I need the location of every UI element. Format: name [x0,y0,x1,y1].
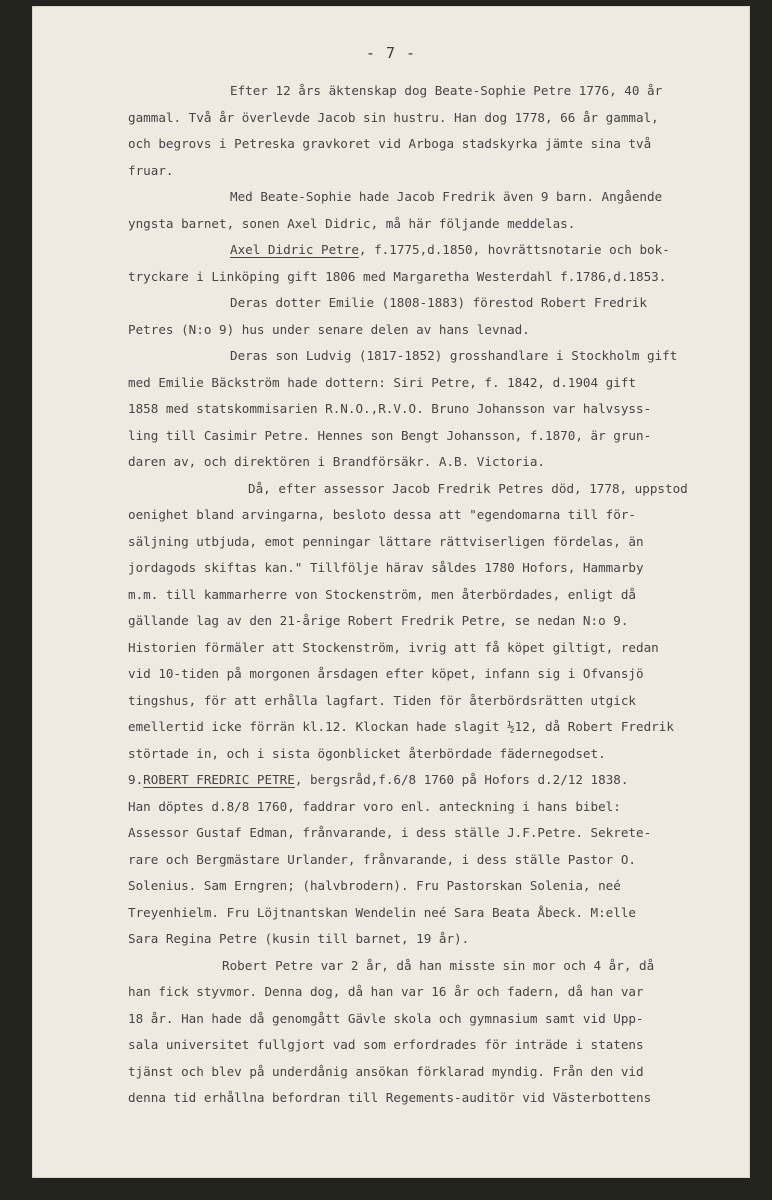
line-prefix: 9. [128,772,144,787]
text-line [128,926,728,953]
line-text: Med Beate-Sophie hade Jacob Fredrik även 9 barn. Angående [230,189,663,204]
text-line [128,158,728,185]
line-text: Petres (N:o 9) hus under senare delen av hans levnad. [128,321,530,337]
text-line [128,317,728,344]
text-line [128,264,728,291]
line-text: Solenius. Sam Erngren; (halvbrodern). Fru Pastorskan Solenia, neé [128,878,621,893]
text-line [128,900,728,927]
line-text: Robert Petre var 2 år, då han misste sin mor och 4 år, då [222,957,655,973]
line-text: med Emilie Bäckström hade dottern: Siri Petre, f. 1842, d.1904 gift [128,374,636,390]
line-text: gällande lag av den 21-årige Robert Fredrik Petre, se nedan N:o 9. [128,613,629,628]
text-line [128,661,728,688]
text-line [128,608,728,635]
text-line [128,529,728,556]
line-text: Efter 12 års äktenskap dog Beate-Sophie Petre 1776, 40 år [230,83,663,98]
line-text: Assessor Gustaf Edman, frånvarande, i dess ställe J.F.Petre. Sekrete- [128,825,652,840]
text-line [128,343,728,370]
line-text: Treyenhielm. Fru Löjtnantskan Wendelin neé Sara Beata Åbeck. M:elle [128,904,636,920]
line-text: fruar. [128,162,174,178]
line-text: , f.1775,d.1850, hovrättsnotarie och bok- [358,242,670,257]
text-line [128,794,728,821]
line-text: störtade in, och i sista ögonblicket återbördade fädernegodset. [128,745,606,761]
line-text: Han döptes d.8/8 1760, faddrar voro enl. anteckning i hans bibel: [128,798,621,814]
line-text: yngsta barnet, sonen Axel Didric, må här följande meddelas. [128,215,576,231]
line-text: tjänst och blev på underdånig ansökan förklarad myndig. Från den vid [128,1063,644,1079]
line-text: Deras son Ludvig (1817-1852) grosshandlare i Stockholm gift [230,348,678,363]
line-text: 1858 med statskommisarien R.N.O.,R.V.O. Bruno Johansson var halvsyss- [128,401,652,416]
text-line [128,184,728,211]
text-line [128,423,728,450]
line-text: och begrovs i Petreska gravkoret vid Arboga stadskyrka jämte sina två [128,136,652,151]
line-text: vid 10-tiden på morgonen årsdagen efter köpet, infann sig i Ofvansjö [128,666,644,681]
text-line [128,476,728,503]
text-line [128,78,728,105]
text-line [128,847,728,874]
line-text: jordagods skiftas kan." Tillfölje härav såldes 1780 Hofors, Hammarby [128,560,644,575]
text-line [128,449,728,476]
text-line [128,582,728,609]
text-line [128,131,728,158]
text-line [128,714,728,741]
text-line [128,1059,728,1086]
text-line [128,502,728,529]
text-line [128,953,728,980]
line-text: emellertid icke förrän kl.12. Klockan hade slagit ½12, då Robert Fredrik [128,719,674,734]
text-line [128,820,728,847]
text-line [128,1006,728,1033]
line-text: rare och Bergmästare Urlander, frånvarande, i dess ställe Pastor O. [128,851,636,867]
line-text: tryckare i Linköping gift 1806 med Margaretha Westerdahl f.1786,d.1853. [128,268,667,284]
line-text: han fick styvmor. Denna dog, då han var 16 år och fadern, då han var [128,984,644,999]
line-text: , bergsråd,f.6/8 1760 på Hofors d.2/12 1838. [294,772,629,787]
line-text: Då, efter assessor Jacob Fredrik Petres död, 1778, uppstod [248,480,688,496]
text-line [128,1032,728,1059]
line-text: sala universitet fullgjort vad som erfordrades för inträde i statens [128,1037,644,1052]
line-text: säljning utbjuda, emot penningar lättare rättviserligen fördelas, än [128,533,644,549]
text-line [128,237,728,264]
line-text: 18 år. Han hade då genomgått Gävle skola och gymnasium samt vid Upp- [128,1010,644,1026]
line-text: denna tid erhållna befordran till Regements-auditör vid Västerbottens [128,1090,652,1105]
text-line [128,873,728,900]
text-line [128,979,728,1006]
line-text: m.m. till kammarherre von Stockenström, men återbördades, enligt då [128,586,636,602]
line-text: gammal. Två år överlevde Jacob sin hustru. Han dog 1778, 66 år gammal, [128,109,659,125]
line-text: tingshus, för att erhålla lagfart. Tiden för återbördsrätten utgick [128,692,636,708]
text-line [128,635,728,662]
text-line [128,370,728,397]
text-line [128,741,728,768]
text-line [128,1085,728,1112]
text-line [128,688,728,715]
line-text: ling till Casimir Petre. Hennes son Bengt Johansson, f.1870, är grun- [128,427,652,443]
text-line [128,105,728,132]
text-line [128,290,728,317]
page-number: - 7 - [365,44,417,62]
line-text: Deras dotter Emilie (1808-1883) förestod Robert Fredrik [230,295,648,310]
line-text: daren av, och direktören i Brandförsäkr. A.B. Victoria. [128,454,546,469]
underlined-name: Axel Didric Petre [230,242,359,257]
underlined-name: ROBERT FREDRIC PETRE [143,772,295,787]
line-text: Sara Regina Petre (kusin till barnet, 19 år). [128,931,470,946]
text-line [128,396,728,423]
document-body [128,78,728,1112]
document-page [32,6,750,1178]
text-line [128,767,728,794]
line-text: Historien förmäler att Stockenström, ivrig att få köpet giltigt, redan [128,639,659,655]
text-line [128,555,728,582]
text-line [128,211,728,238]
line-text: oenighet bland arvingarna, besloto dessa att "egendomarna till för- [128,507,636,522]
